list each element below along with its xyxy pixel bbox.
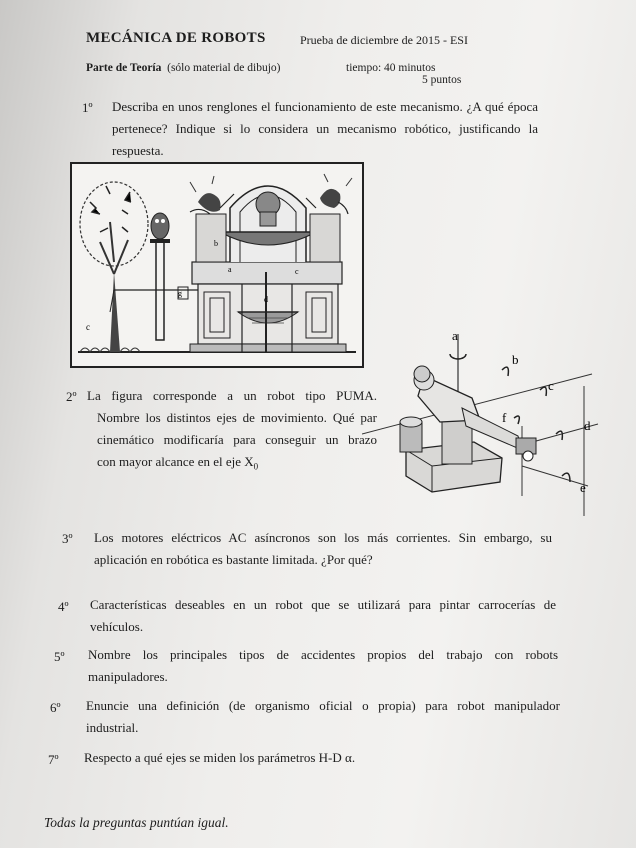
question-2-line-1: La figura corresponde a un robot tipo PUMA.	[87, 388, 377, 403]
page-title: MECÁNICA DE ROBOTS	[86, 30, 266, 46]
question-5-text	[88, 644, 558, 688]
part-label	[86, 62, 281, 74]
question-5-line-2: manipuladores.	[88, 669, 168, 684]
question-4-text	[90, 594, 556, 638]
question-2-line-4-text: con mayor alcance en el eje X	[97, 454, 254, 469]
figure1-label-g: g	[178, 289, 182, 298]
question-6-number: 6º	[50, 700, 61, 715]
figure1-label-a: a	[228, 265, 232, 274]
question-1-line-2: pertenece? Indique si lo considera un mecanismo robótico, justificando la	[112, 121, 538, 136]
question-7-text	[84, 747, 484, 769]
question-7-line-1: Respecto a qué ejes se miden los parámetros H-D α.	[84, 750, 356, 765]
axis-label-a: a	[452, 328, 458, 343]
question-3-text	[94, 527, 552, 571]
axis-label-d: d	[584, 418, 591, 433]
question-4-line-2: vehículos.	[90, 619, 144, 634]
question-6-text	[86, 695, 560, 739]
exam-date: Prueba de diciembre de 2015 - ESI	[300, 33, 468, 47]
question-2-line-3: cinemático modificaría para conseguir un brazo	[97, 432, 377, 447]
question-5-line-1: Nombre los principales tipos de accidentes propios del trabajo con robots	[88, 647, 558, 662]
question-4-line-1: Características deseables en un robot que se utilizará para pintar carrocerías de	[90, 597, 556, 612]
figure1-label-c-upper: c	[295, 267, 299, 276]
question-6-line-2: industrial.	[86, 720, 139, 735]
question-3-line-2: aplicación en robótica es bastante limitada. ¿Por qué?	[94, 552, 373, 567]
puma-robot-figure	[362, 326, 614, 522]
figure1-label-b: b	[214, 239, 218, 248]
question-6-line-1: Enuncie una definición (de organismo oficial o propia) para robot manipulador	[86, 698, 560, 713]
part-title: Parte de Teoría	[86, 62, 162, 74]
question-1-line-3: respuesta.	[112, 143, 164, 158]
question-2-line-2: Nombre los distintos ejes de movimiento. Qué par	[97, 410, 377, 425]
question-5-number: 5º	[54, 649, 65, 664]
question-1-number: 1º	[82, 100, 93, 115]
question-2-line-4	[87, 451, 377, 478]
question-2-text	[87, 385, 377, 478]
figure1-label-d: d	[264, 295, 268, 304]
figure1-label-c: c	[86, 322, 90, 332]
axis-label-e: e	[580, 480, 586, 495]
axis-label-c: c	[548, 378, 554, 393]
axis-label-b: b	[512, 352, 519, 367]
part-note: (sólo material de dibujo)	[167, 62, 281, 74]
time-limit: tiempo: 40 minutos	[346, 62, 436, 74]
question-1-text	[112, 96, 538, 162]
question-2-number: 2º	[66, 389, 77, 404]
axis-label-f: f	[502, 410, 507, 425]
question-3-line-1: Los motores eléctricos AC asíncronos son los más corrientes. Sin embargo, su	[94, 530, 552, 545]
question-4-number: 4º	[58, 599, 69, 614]
points: 5 puntos	[422, 74, 462, 86]
question-2-subscript: 0	[253, 461, 259, 472]
question-1-line-1: Describa en unos renglones el funcionamiento de este mecanismo. ¿A qué época	[112, 99, 538, 114]
footer-note: Todas la preguntas puntúan igual.	[44, 815, 229, 830]
question-7-number: 7º	[48, 752, 59, 767]
question-3-number: 3º	[62, 531, 73, 546]
mechanism-figure	[70, 162, 364, 368]
